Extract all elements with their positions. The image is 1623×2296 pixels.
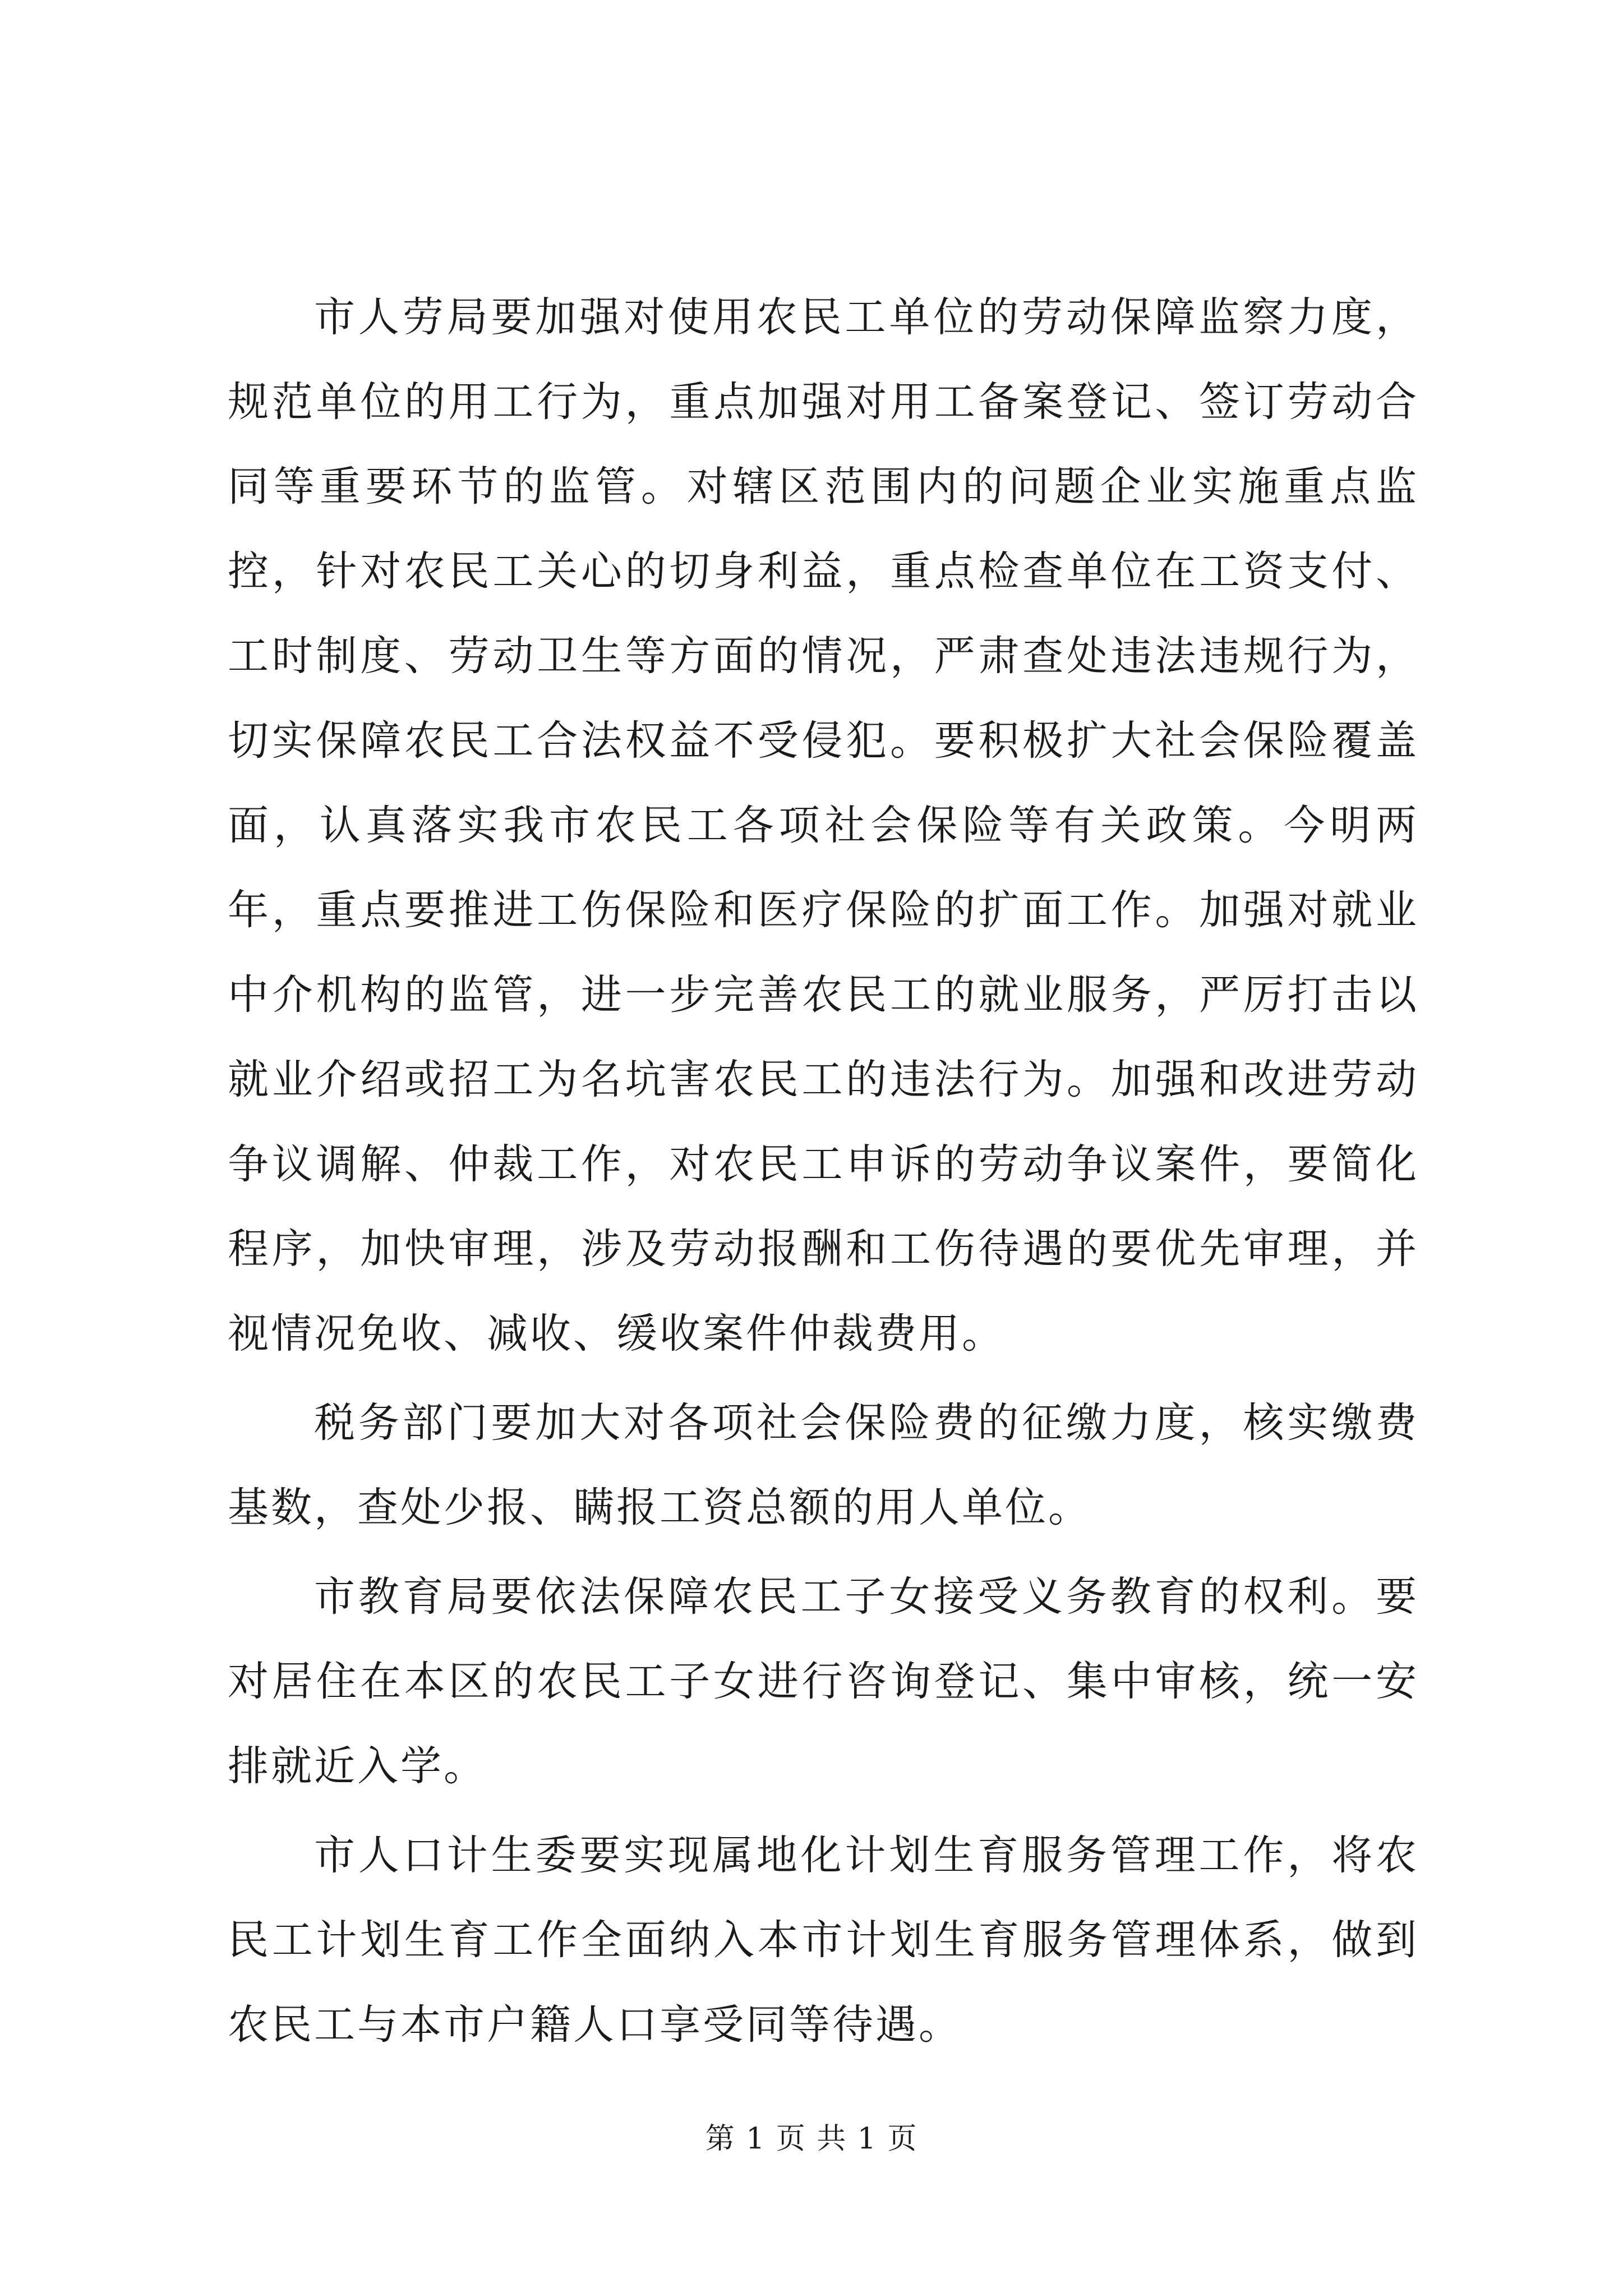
document-body bbox=[228, 275, 1419, 2072]
paragraph-family-planning: 市人口计生委要实现属地化计划生育服务管理工作，将农民工计划生育工作全面纳入本市计划生育服务管理体系，做到农民工与本市户籍人口享受同等待遇。 bbox=[228, 1832, 1419, 2049]
paragraph-labor-bureau: 市人劳局要加强对使用农民工单位的劳动保障监察力度，规范单位的用工行为，重点加强对用工备案登记、签订劳动合同等重要环节的监管。对辖区范围内的问题企业实施重点监控，针对农民工关心的切身利益，重点检查单位在工资支付、工时制度、劳动卫生等方面的情况，严肃查处违法违规行为，切实保障农民工合法权益不受侵犯。要积极扩大社会保险覆盖面，认真落实我市农民工各项社会保险等有关政策。今明两年，重点要推进工伤保险和医疗保险的扩面工作。加强对就业中介机构的监管，进一步完善农民工的就业服务，严厉打击以就业介绍或招工为名坑害农民工的违法行为。加强和改进劳动争议调解、仲裁工作，对农民工申诉的劳动争议案件，要简化程序，加快审理，涉及劳动报酬和工伤待遇的要优先审理，并视情况免收、减收、缓收案件仲裁费用。 bbox=[228, 293, 1419, 1358]
paragraph-education-bureau: 市教育局要依法保障农民工子女接受义务教育的权利。要对居住在本区的农民工子女进行咨询登记、集中审核，统一安排就近入学。 bbox=[228, 1573, 1419, 1790]
page-number-footer: 第 1 页 共 1 页 bbox=[705, 2122, 918, 2156]
paragraph-tax-department: 税务部门要加大对各项社会保险费的征缴力度，核实缴费基数，查处少报、瞒报工资总额的用人单位。 bbox=[228, 1399, 1419, 1531]
